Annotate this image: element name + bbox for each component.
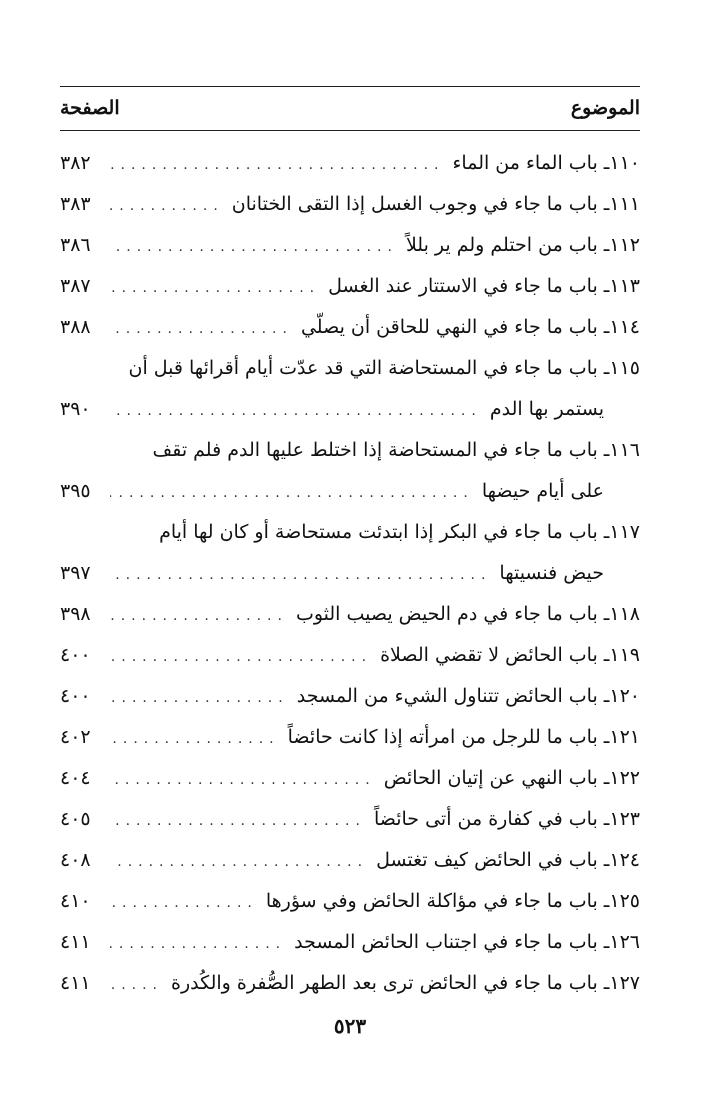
entry-page: ٣٩٧ — [60, 562, 91, 584]
entry-page: ٤٠٠ — [60, 685, 91, 707]
leader-dots — [110, 719, 280, 760]
entry-page: ٣٨٦ — [60, 234, 91, 256]
leader-dots — [110, 186, 224, 227]
leader-dots — [110, 391, 482, 432]
toc-entry — [60, 758, 640, 799]
page-number: ٥٢٣ — [333, 1014, 367, 1038]
entry-page: ٤٠٤ — [60, 767, 91, 789]
leader-dots — [110, 309, 293, 350]
toc-entry — [60, 635, 640, 676]
toc-entry — [60, 922, 640, 963]
entry-page: ٣٩٥ — [60, 480, 91, 502]
page-column-label: الصفحة — [60, 97, 120, 119]
toc-entry — [60, 184, 640, 225]
entry-title-line2: يستمر بها الدم — [489, 398, 604, 420]
entry-title: ١١٨ـ باب ما جاء في دم الحيض يصيب الثوب — [295, 603, 640, 625]
entry-page: ٣٨٣ — [60, 193, 91, 215]
toc-entry — [60, 676, 640, 717]
leader-dots — [110, 473, 474, 514]
toc-entry — [60, 307, 640, 348]
leader-dots — [110, 145, 444, 186]
entry-title-line1: ١١٧ـ باب ما جاء في البكر إذا ابتدئت مستحاضة أو كان لها أيام — [159, 521, 640, 543]
entry-title: ١٢٢ـ باب النهي عن إتيان الحائض — [383, 767, 640, 789]
entry-title: ١٢٣ـ باب في كفارة من أتى حائضاً — [373, 808, 640, 830]
toc-entry — [60, 717, 640, 758]
leader-dots — [110, 227, 398, 268]
leader-dots — [110, 842, 368, 883]
toc-page — [60, 0, 640, 1110]
toc-entries — [60, 143, 640, 1004]
entry-title: ١٢٠ـ باب الحائض تتناول الشيء من المسجد — [296, 685, 640, 707]
entry-page: ٤٠٨ — [60, 849, 91, 871]
entry-title-line1: ١١٦ـ باب ما جاء في المستحاضة إذا اختلط عليها الدم فلم تقف — [152, 439, 640, 461]
leader-dots — [110, 801, 366, 842]
toc-entry — [60, 594, 640, 635]
entry-page: ٤١٠ — [60, 890, 91, 912]
entry-title: ١٢٦ـ باب ما جاء في اجتناب الحائض المسجد — [294, 931, 640, 953]
leader-dots — [110, 924, 286, 965]
topic-column-label: الموضوع — [570, 97, 640, 119]
toc-entry — [60, 266, 640, 307]
toc-entry — [60, 389, 640, 430]
toc-header — [60, 92, 640, 124]
entry-title: ١٢٥ـ باب ما جاء في مؤاكلة الحائض وفي سؤرها — [265, 890, 640, 912]
header-rule — [60, 130, 640, 131]
entry-title: ١٢٧ـ باب ما جاء في الحائض ترى بعد الطهر الصُّفرة والكُدرة — [171, 972, 640, 994]
toc-entry — [60, 881, 640, 922]
entry-page: ٤٠٢ — [60, 726, 91, 748]
leader-dots — [110, 883, 258, 924]
entry-page: ٤٠٠ — [60, 644, 91, 666]
entry-page: ٤١١ — [60, 931, 91, 953]
toc-entry — [60, 840, 640, 881]
entry-title: ١١٠ـ باب الماء من الماء — [452, 152, 640, 174]
leader-dots — [110, 760, 376, 801]
entry-page: ٣٨٨ — [60, 316, 91, 338]
leader-dots — [110, 268, 320, 309]
top-rule — [60, 86, 640, 87]
entry-title: ١١٤ـ باب ما جاء في النهي للحاقن أن يصلّي — [300, 316, 640, 338]
entry-title: ١٢٤ـ باب في الحائض كيف تغتسل — [376, 849, 640, 871]
entry-title-line1: ١١٥ـ باب ما جاء في المستحاضة التي قد عدّت أيام أقرائها قبل أن — [128, 357, 640, 379]
entry-title-line2: على أيام حيضها — [481, 480, 604, 502]
toc-entry — [60, 471, 640, 512]
toc-entry — [60, 963, 640, 1004]
entry-title-line2: حيض فنسيتها — [499, 562, 604, 584]
entry-page: ٣٩٨ — [60, 603, 91, 625]
toc-entry — [60, 799, 640, 840]
entry-title: ١١٩ـ باب الحائض لا تقضي الصلاة — [380, 644, 640, 666]
toc-entry — [60, 553, 640, 594]
leader-dots — [110, 596, 288, 637]
leader-dots — [110, 555, 491, 596]
toc-entry — [60, 143, 640, 184]
entry-page: ٣٨٢ — [60, 152, 91, 174]
entry-title: ١١٣ـ باب ما جاء في الاستتار عند الغسل — [328, 275, 640, 297]
entry-title: ١١١ـ باب ما جاء في وجوب الغسل إذا التقى الختانان — [231, 193, 640, 215]
leader-dots — [110, 637, 372, 678]
entry-page: ٤٠٥ — [60, 808, 91, 830]
entry-page: ٤١١ — [60, 972, 91, 994]
entry-page: ٣٨٧ — [60, 275, 91, 297]
leader-dots — [110, 678, 289, 719]
entry-page: ٣٩٠ — [60, 398, 91, 420]
leader-dots — [110, 965, 163, 1006]
entry-title: ١١٢ـ باب من احتلم ولم ير بللاً — [405, 234, 640, 256]
toc-entry — [60, 225, 640, 266]
entry-title: ١٢١ـ باب ما للرجل من امرأته إذا كانت حائضاً — [287, 726, 640, 748]
